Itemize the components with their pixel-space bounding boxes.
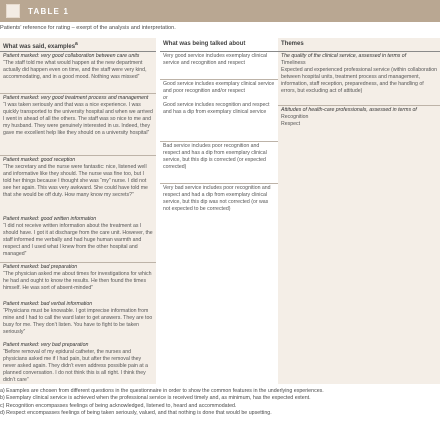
topic-cell (160, 52, 278, 80)
example-quote: “Physicians must be knowable. I got imprecise information from mine and I had to call the ward later to get answers. They are too busy for me. They don’t listen. You have to fight to be taken seriously” (3, 308, 153, 336)
theme-label: The quality of the clinical service, assessed in terms of (281, 53, 407, 59)
example-quote: “I did not receive written information about the treatment as I should have. I got it at discharge from the care unit. However, the staff informed me verbally and had huge human warmth and respect and I used what I knew from the other hospital and managed” (3, 223, 153, 258)
example-cell (0, 341, 156, 384)
table-title-bar (0, 0, 440, 22)
topic-text: Good service includes exemplary clinical service and poor recognition and/or respect (163, 81, 275, 95)
example-label: Patient marked: bad verbal information (3, 301, 93, 307)
example-cell (0, 215, 156, 263)
example-cell (0, 52, 156, 94)
example-label: Patient marked: good written information (3, 216, 97, 222)
column-header-examples: What was said, examples$^a$ (0, 38, 156, 52)
analysis-table (0, 38, 440, 384)
column-header-themes: Themes (278, 38, 440, 52)
theme-text: Timeliness Expected and experienced professional service (within collaboration between hospital units, treatment process and management, information, staff reception, preparedness, and the handling of errors, but excluding act of attitude) (281, 60, 438, 95)
topic-text: Bad service includes poor recognition and respect and has a dip from exemplary clinical service, but this dip is corrected (or expected corrected) (163, 143, 267, 171)
topic-cell (160, 80, 278, 142)
table-title: TABLE 1 (28, 6, 70, 16)
example-quote: “The physician asked me about times for investigations for which he had and ought to know the results. He then found the times himself. He was sort of absent-minded” (3, 271, 152, 292)
theme-label: Attitudes of health-care professionals, assessed in terms of (281, 107, 417, 113)
example-quote: “The staff told me what would happen at the new department actually did happen even on time, and the staff were very kind, accommodating, and in a good mood. Nothing was missed” (3, 60, 147, 81)
footnote: a) Examples are chosen from different questions in the questionnaire in order to show the common features in the underlying experiences. (0, 388, 324, 394)
table-caption: Patients’ reference for rating – exerpt of the analysis and interpretation. (0, 25, 176, 31)
topic-text: Very good service includes exemplary clinical service and recognition and respect (163, 53, 268, 67)
example-cell (0, 300, 156, 341)
topic-or: or (163, 95, 168, 102)
footnote: b) Exemplary clinical service is achieved when the professional service is received timely and, as minimum, has the expected extent. (0, 395, 311, 402)
column-themes (278, 38, 440, 384)
column-topics (160, 38, 278, 384)
example-label: Patient marked: very good collaboration between care units (3, 53, 140, 59)
topic-text: Very bad service includes poor recognition and respect and had a dip from exemplary clinical service, but this dip was not corrected (or was not expected to be corrected) (163, 185, 271, 213)
column-header-examples-label: What was said, examples (3, 44, 76, 50)
example-label: Patient marked: good reception (3, 157, 76, 163)
example-quote: “The secretary and the nurse were fantastic: nice, listened well and informative like they should. The nurse was fine too, but I told her things because I thought she was “my” nurse. I did not see her again. This was very awkward. She could have told me that she would be off duty. How many know my secrets?” (3, 164, 148, 199)
footnote: c) Recognition encompasses feelings of being acknowledged, listened to, heard and accommodated. (0, 402, 237, 409)
footnote: d) Respect encompasses feelings of being taken seriously, valued, and that nothing is done that would be upsetting. (0, 410, 272, 417)
example-cell (0, 94, 156, 156)
theme-text: Recognition Respect (281, 114, 309, 128)
topic-cell (160, 184, 278, 225)
topic-cell (160, 142, 278, 184)
example-cell (0, 263, 156, 300)
example-label: Patient marked: bad preparation (3, 264, 78, 270)
footnotes (0, 388, 440, 418)
theme-cell (278, 106, 440, 139)
topic-text: Good service includes recognition and respect and has a dip from exemplary clinical service (163, 102, 270, 116)
table-icon (6, 4, 20, 18)
theme-cell (278, 52, 440, 106)
example-label: Patient marked: very good treatment process and management (3, 95, 149, 101)
example-label: Patient marked: very bad preparation (3, 342, 89, 348)
column-examples (0, 38, 156, 384)
example-quote: “Before removal of my epidural catheter, the nurses and physicians asked me if I had pain, but after the removal they never asked again. They didn’t even address possible pain at a planned conversation. I do not think this is all right. I think they didn’t care” (3, 349, 148, 384)
example-quote: “I was taken seriously and that was a nice experience. I was quickly transported to the university hospital and when we arrived I went in ahead of all the others. The staff was so nice to me and my husband. They were genuinely interested in us. Indeed, they gave me excellent help like they should on a university hospital” (3, 102, 153, 137)
column-header-topics: What was being talked about (160, 38, 278, 52)
example-cell (0, 156, 156, 215)
